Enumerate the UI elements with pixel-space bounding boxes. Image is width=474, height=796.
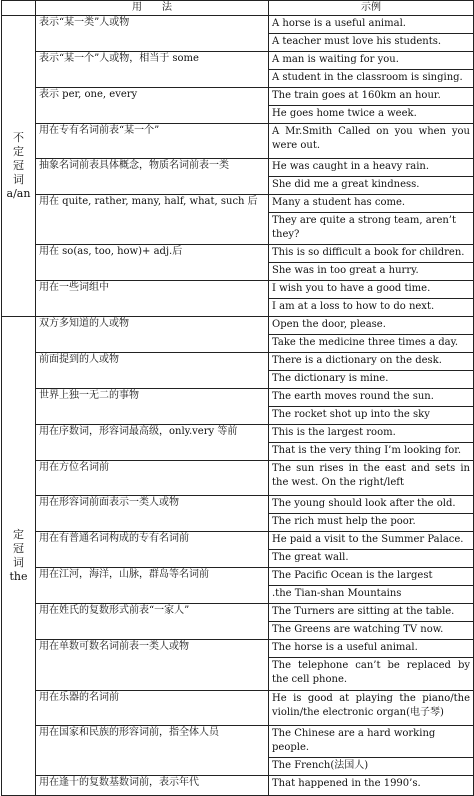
label-char: 冠 — [13, 159, 24, 172]
table-row — [2, 640, 474, 691]
example-sentence: He goes home twice a week. — [272, 108, 417, 119]
example-sentence: I am at a loss to how to do next. — [272, 301, 435, 312]
label-english: the — [9, 570, 28, 583]
label-char: 定 — [13, 528, 24, 541]
example-sentence: He paid a visit to the Summer Palace. — [269, 532, 473, 550]
example-sentence: They are quite a strong team, aren’t they? — [272, 215, 456, 240]
example-sentence: Many a student has come. — [269, 195, 473, 213]
usage-cell: 用在有普通名词构成的专有名词前 — [36, 532, 269, 568]
example-sentence: She was in too great a hurry. — [272, 265, 419, 276]
label-char: 定 — [13, 145, 24, 158]
example-sentence: This is the largest room. — [269, 425, 473, 443]
example-cell — [269, 691, 474, 726]
example-cell — [269, 640, 474, 691]
example-sentence: The horse is a useful animal. — [269, 640, 473, 658]
table-row — [2, 726, 474, 776]
example-sentence: A horse is a useful animal. — [269, 16, 473, 34]
table-row — [2, 195, 474, 245]
usage-cell: 表示 per, one, every — [36, 88, 269, 124]
example-sentence: .the Tian-shan Mountains — [272, 588, 402, 599]
example-sentence: The rocket shot up into the sky — [272, 409, 430, 420]
example-cell — [269, 461, 474, 496]
table-row — [2, 353, 474, 389]
table-row — [2, 461, 474, 496]
example-sentence: A student in the classroom is singing. — [272, 72, 463, 83]
example-sentence: A Mr.Smith Called on you when you were out. — [272, 126, 470, 151]
example-sentence: The telephone can’t be replaced by the cell phone. — [272, 660, 470, 685]
article-usage-table — [1, 0, 474, 796]
example-cell — [269, 195, 474, 245]
usage-cell: 表示“某一个”人或物，相当于 some — [36, 52, 269, 88]
example-sentence: A man is waiting for you. — [269, 52, 473, 70]
usage-cell: 前面提到的人或物 — [36, 353, 269, 389]
example-sentence: She did me a great kindness. — [272, 179, 420, 190]
example-cell — [269, 88, 474, 124]
usage-cell: 用在专有名词前表“某一个” — [36, 124, 269, 159]
example-sentence: The earth moves round the sun. — [269, 389, 473, 407]
usage-cell: 用在国家和民族的形容词前，指全体人员 — [36, 726, 269, 776]
table-row — [2, 776, 474, 796]
example-cell — [269, 52, 474, 88]
table-row — [2, 317, 474, 353]
usage-cell: 用在一些词组中 — [36, 281, 269, 317]
usage-cell: 用在 so(as, too, how)+ adj.后 — [36, 245, 269, 281]
example-sentence: The young should look after the old. — [269, 496, 473, 514]
table-row — [2, 425, 474, 461]
example-cell — [269, 496, 474, 532]
label-char: 词 — [13, 556, 24, 569]
table-row — [2, 389, 474, 425]
usage-cell: 用在单数可数名词前表一类人或物 — [36, 640, 269, 691]
example-sentence: I wish you to have a good time. — [269, 281, 473, 299]
table-body — [2, 16, 474, 796]
example-sentence: The Greens are watching TV now. — [272, 624, 444, 635]
definite-article-label — [2, 317, 36, 796]
example-cell — [269, 16, 474, 52]
usage-cell: 用在方位名词前 — [36, 461, 269, 496]
example-sentence: This is so difficult a book for children. — [269, 245, 473, 263]
example-sentence: The French(法国人) — [272, 760, 369, 771]
indefinite-article-label — [2, 16, 36, 317]
example-sentence: The rich must help the poor. — [272, 516, 416, 527]
label-char: 词 — [13, 173, 24, 186]
usage-cell: 双方多知道的人或物 — [36, 317, 269, 353]
table-row — [2, 604, 474, 640]
example-cell — [269, 425, 474, 461]
usage-cell: 用在姓氏的复数形式前表“一家人” — [36, 604, 269, 640]
label-char: 不 — [13, 131, 24, 144]
example-sentence: The great wall. — [272, 552, 349, 563]
example-sentence: The sun rises in the east and sets in the west. On the right/left — [272, 463, 470, 488]
usage-cell: 世界上独一无二的事物 — [36, 389, 269, 425]
example-cell — [269, 245, 474, 281]
table-row — [2, 16, 474, 52]
header-usage: 用 法 — [36, 1, 269, 16]
example-cell — [269, 726, 474, 776]
label-char: 冠 — [13, 542, 24, 555]
example-sentence: He was caught in a heavy rain. — [269, 159, 473, 177]
example-cell — [269, 124, 474, 159]
example-sentence: He is good at playing the piano/the violin/the electronic organ(电子琴) — [272, 693, 470, 718]
example-sentence: That happened in the 1990’s. — [272, 778, 421, 789]
example-cell — [269, 353, 474, 389]
table-row — [2, 159, 474, 195]
header-category — [2, 1, 36, 16]
example-cell — [269, 159, 474, 195]
example-sentence: That is the very thing I’m looking for. — [272, 445, 462, 456]
table-row — [2, 52, 474, 88]
usage-cell: 抽象名词前表具体概念，物质名词前表一类 — [36, 159, 269, 195]
example-cell — [269, 389, 474, 425]
example-sentence: A teacher must love his students. — [272, 36, 442, 47]
table-row — [2, 245, 474, 281]
table-row — [2, 532, 474, 568]
usage-cell: 用在乐器的名词前 — [36, 691, 269, 726]
example-sentence: The dictionary is mine. — [272, 373, 389, 384]
usage-cell: 用在形容词前面表示一类人或物 — [36, 496, 269, 532]
example-cell — [269, 604, 474, 640]
usage-cell: 用在序数词，形容词最高级，only.very 等前 — [36, 425, 269, 461]
example-cell — [269, 317, 474, 353]
table-row — [2, 124, 474, 159]
example-cell — [269, 776, 474, 796]
example-sentence: Take the medicine three times a day. — [272, 337, 459, 348]
example-cell — [269, 281, 474, 317]
header-example: 示例 — [269, 1, 474, 16]
table-row — [2, 568, 474, 604]
example-cell — [269, 568, 474, 604]
example-sentence: Open the door, please. — [269, 317, 473, 335]
table-row — [2, 496, 474, 532]
usage-cell: 表示“某一类”人或物 — [36, 16, 269, 52]
table-row — [2, 281, 474, 317]
example-sentence: The Pacific Ocean is the largest — [269, 568, 473, 586]
usage-cell: 用在 quite, rather, many, half, what, such 后 — [36, 195, 269, 245]
table-row — [2, 691, 474, 726]
usage-cell: 用在逢十的复数基数词前，表示年代 — [36, 776, 269, 796]
label-english: a/an — [6, 187, 31, 200]
example-sentence: The Chinese are a hard working people. — [269, 726, 473, 758]
example-sentence: There is a dictionary on the desk. — [269, 353, 473, 371]
header-row — [2, 1, 474, 16]
usage-cell: 用在江河，海洋，山脉，群岛等名词前 — [36, 568, 269, 604]
example-sentence: The train goes at 160km an hour. — [269, 88, 473, 106]
example-cell — [269, 532, 474, 568]
example-sentence: The Turners are sitting at the table. — [269, 604, 473, 622]
table-row — [2, 88, 474, 124]
